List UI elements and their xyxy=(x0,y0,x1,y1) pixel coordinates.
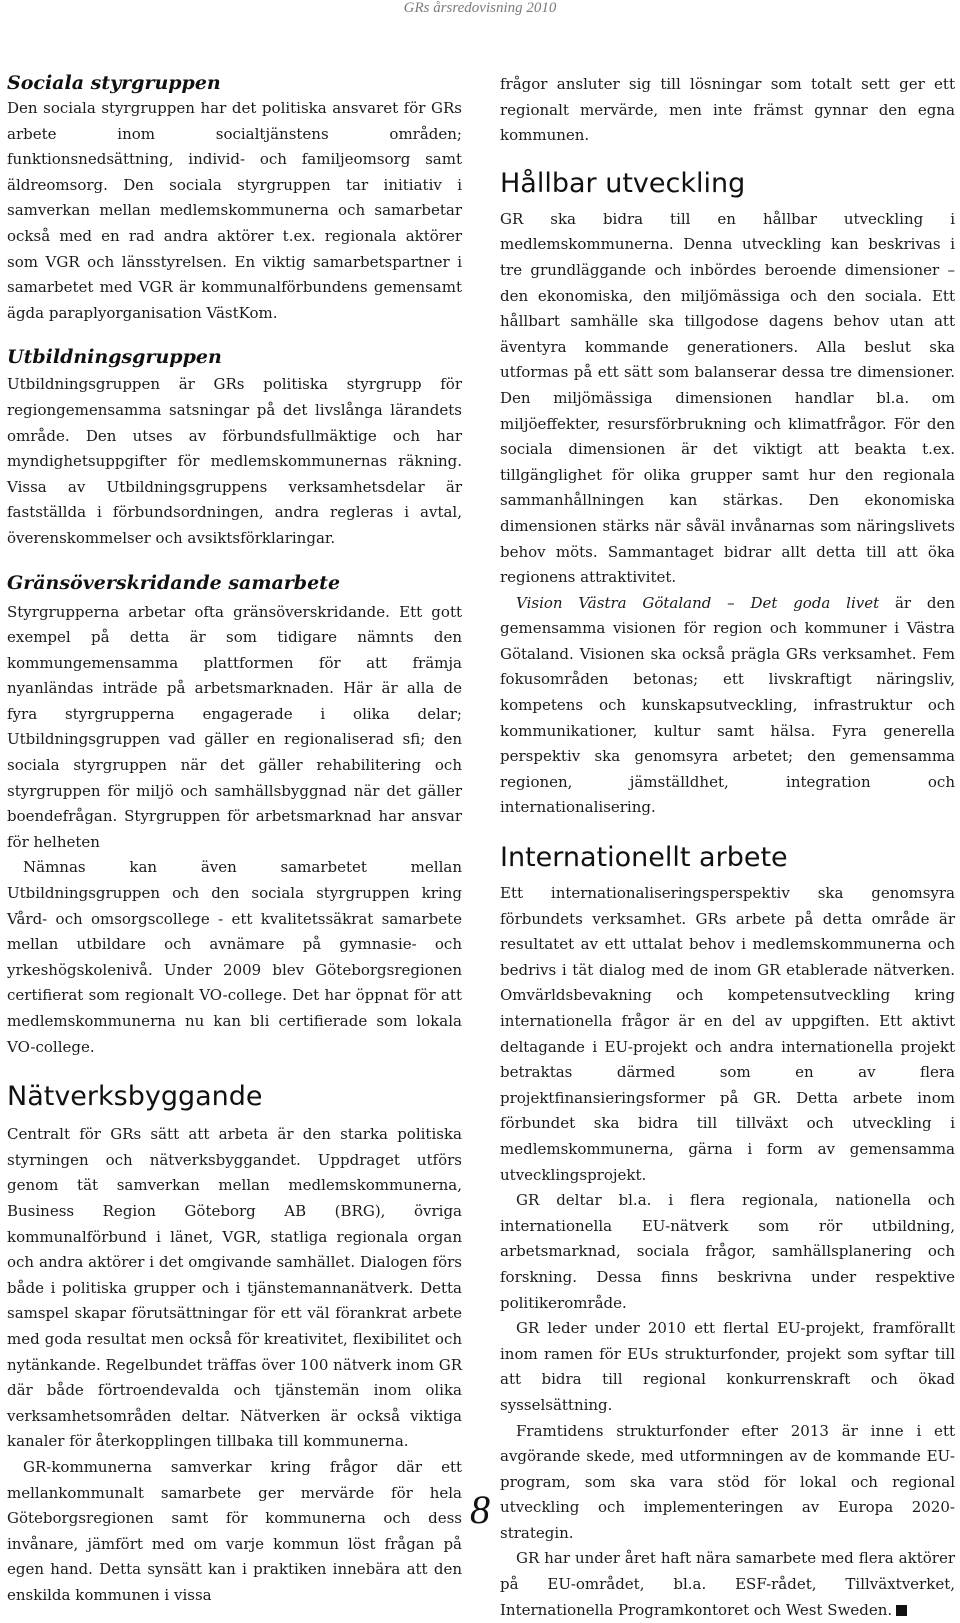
paragraph-internationellt-1: Ett internationaliseringsperspektiv ska genomsyra förbundets verksamhet. GRs arbete på detta område är resultatet av ett uttalat behov i medlemskommunerna och bedrivs i tät dialog med de inom GR etablerade nätverken. Omvärldsbevakning och kompetensutveckling kring internationella frågor är en del av uppgiften. Ett aktivt deltagande i EU-projekt och andra internationella projekt betraktas därmed som en av flera projektfinansieringsformer på GR. Detta arbete inom förbundet ska bidra till tillväxt och utveckling i medlemskommunerna, gärna i form av gemensamma utvecklingsprojekt. xyxy=(500,884,955,1184)
paragraph-natverk-1: Centralt för GRs sätt att arbeta är den starka politiska styrningen och nätverksbyggandet. Uppdraget utförs genom tät samverkan mellan medlemskommunerna, Business Region Göteborg AB (BRG), övriga kommunalförbund i länet, VGR, statliga regionala organ och andra aktörer i det omgivande samhället. Dialogen förs både i politiska grupper och i tjänstemannanätverk. Detta samspel skapar förutsättningar för ett väl förankrat arbete med goda resultat men också för kreativitet, flexibilitet och nytänkande. Regelbundet träffas över 100 nätverk inom GR där både förtroendevalda och tjänstemän inom olika verksamhetsområden deltar. Nätverken är också viktiga kanaler för återkopplingen tillbaka till kommunerna. xyxy=(7,1125,462,1451)
paragraph-utbildning: Utbildningsgruppen är GRs politiska styrgrupp för regiongemensamma satsningar på det livslånga lärandets område. Den utses av förbundsfullmäktige och har myndighetsuppgifter för medlemskommunernas räkning. Vissa av Utbildningsgruppens verksamhetsdelar är fastställda i förbundsordningen, andra regleras i avtal, överenskommelser och avsiktsförklaringar. xyxy=(7,375,462,547)
paragraph-internationellt-3: GR leder under 2010 ett flertal EU-projekt, framförallt inom ramen för EUs strukturfonder, projekt som syftar till att bidra till regional konkurrenskraft och ökad sysselsättning. xyxy=(500,1319,955,1414)
paragraph-natverk-2: GR-kommunerna samverkar kring frågor där ett mellankommunalt samarbete ger mervärde för hela Göteborgsregionen samt för kommunerna och dess invånare, jämfört med om varje kommun löst frågan på egen hand. Detta synsätt kan i praktiken innebära att den enskilda kommunen i vissa xyxy=(7,1457,462,1604)
page-number: 8 xyxy=(470,1487,490,1532)
paragraph-internationellt-5 xyxy=(500,1546,955,1623)
paragraph-gransoverskridande-2: Nämnas kan även samarbetet mellan Utbildningsgruppen och den sociala styrgruppen kring Vård- och omsorgscollege - ett kvalitetssäkrat samarbete mellan utbildare och avnämare på gymnasie- och yrkeshögskolenivå. Under 2009 blev Göteborgsregionen certifierat som regionalt VO-college. Det har öppnat för att medlemskommunerna nu kan bli certifierade som lokala VO-college. xyxy=(7,858,462,1056)
heading-hallbar-utveckling: Hållbar utveckling xyxy=(500,167,746,199)
paragraph-internationellt-2: GR deltar bl.a. i flera regionala, nationella och internationella EU-nätverk som rör utbildning, arbetsmarknad, sociala frågor, samhällsplanering och forskning. Dessa finns beskrivna under respektive politikerområde. xyxy=(500,1191,955,1312)
paragraph-internationellt-4: Framtidens strukturfonder efter 2013 är inne i ett avgörande skede, med utformningen av de kommande EU-program, som ska vara stöd för lokal och regional utveckling och implementeringen av Europa 2020-strategin. xyxy=(500,1421,955,1542)
vision-title: Vision Västra Götaland – Det goda livet xyxy=(516,593,880,612)
left-column xyxy=(7,70,462,1608)
right-column xyxy=(500,72,955,1623)
heading-sociala-styrgruppen: Sociala styrgruppen xyxy=(7,72,221,94)
heading-internationellt-arbete: Internationellt arbete xyxy=(500,842,788,874)
running-header: GRs årsredovisning 2010 xyxy=(403,0,557,16)
paragraph-hallbar-2 xyxy=(500,591,955,821)
vision-text: är den gemensamma visionen för region och kommuner i Västra Götaland. Visionen ska också prägla GRs verksamhet. Fem fokusområden betonas; ett livskraftigt näringsliv, kompetens och kunskapsutveckling, infrastruktur och kommunikationer, kultur samt hälsa. Fyra generella perspektiv ska genomsyra arbetet; den gemensamma regionen, jämställdhet, integration och internationalisering. xyxy=(500,593,956,817)
end-of-article-mark xyxy=(896,1605,907,1616)
heading-gransoverskridande: Gränsöverskridande samarbete xyxy=(7,571,341,594)
paragraph-gransoverskridande-1: Styrgrupperna arbetar ofta gränsöverskridande. Ett gott exempel på detta är som tidigare nämnts den kommungemensamma plattformen för att främja nyanländas inträde på arbetsmarknaden. Här är alla de fyra styrgrupperna engagerade i olika delar; Utbildningsgruppen vad gäller en regionaliserad sfi; den sociala styrgruppen när det gäller rehabilitering och styrgruppen för miljö och samhällsbyggnad när det gäller boendefrågan. Styrgruppen för arbetsmarknad har ansvar för helheten xyxy=(7,602,462,851)
heading-utbildningsgruppen: Utbildningsgruppen xyxy=(7,346,222,369)
heading-natverksbyggande: Nätverksbyggande xyxy=(7,1081,263,1113)
paragraph-continuation: frågor ansluter sig till lösningar som totalt sett ger ett regionalt mervärde, men inte främst gynnar den egna kommunen. xyxy=(500,75,955,145)
paragraph-internationellt-5-text: GR har under året haft nära samarbete med flera aktörer på EU-området, bl.a. ESF-rådet, Tillväxtverket, Internationella Programkontoret och West Sweden. xyxy=(500,1549,955,1619)
paragraph-sociala: Den sociala styrgruppen har det politiska ansvaret för GRs arbete inom socialtjänstens områden; funktionsnedsättning, individ- och familjeomsorg samt äldreomsorg. Den sociala styrgruppen tar initiativ i samverkan mellan medlemskommunerna och samarbetar också med en rad andra aktörer t.ex. regionala aktörer som VGR och länsstyrelsen. En viktig samarbetspartner i samarbetet med VGR är kommunalförbundens gemensamt ägda paraplyorganisation VästKom. xyxy=(7,99,462,322)
paragraph-hallbar-1: GR ska bidra till en hållbar utveckling i medlemskommunerna. Denna utveckling kan beskrivas i tre grundläggande och inbördes beroende dimensioner – den ekonomiska, den miljömässiga och den sociala. Ett hållbart samhälle ska tillgodose dagens behov utan att äventyra kommande generationers. Alla beslut ska utformas på ett sätt som balanserar dessa tre dimensioner. Den miljömässiga dimensionen handlar bl.a. om miljöeffekter, resursförbrukning och klimatfrågor. För den sociala dimensionen är det viktigt att beakta t.ex. tillgänglighet för olika grupper samt hur den regionala sammanhållningen kan stärkas. Den ekonomiska dimensionen stärks när såväl invånarnas som näringslivets behov möts. Sammantaget bidrar allt detta till att öka regionens attraktivitet. xyxy=(500,209,955,587)
